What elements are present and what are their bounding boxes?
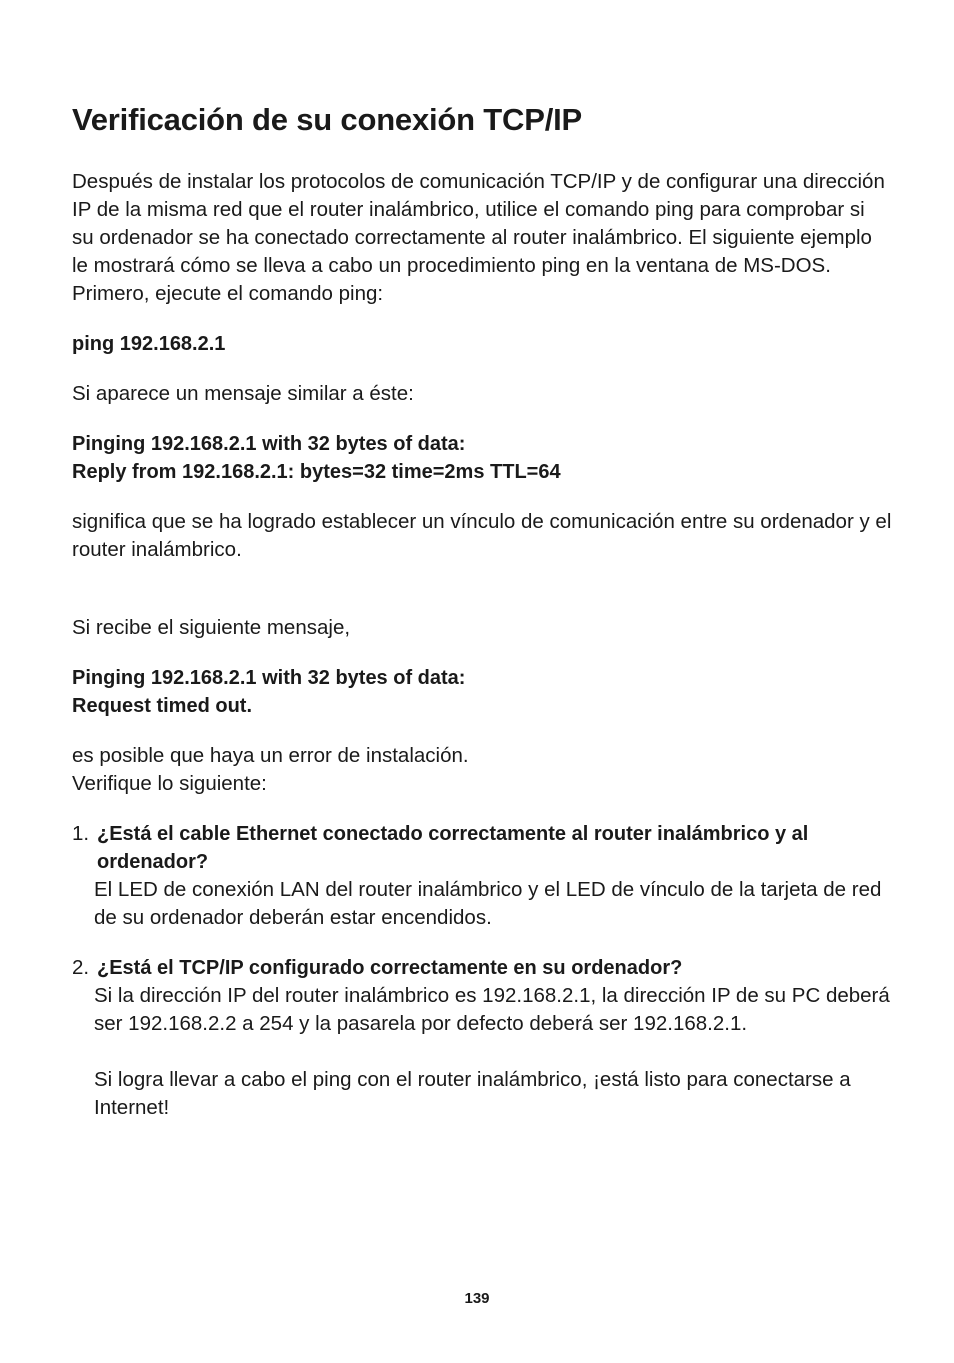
closing-text: Si logra llevar a cabo el ping con el router inalámbrico, ¡está listo para conectarse a Internet! — [94, 1068, 851, 1119]
failure-output — [72, 664, 892, 720]
failure-meaning-line: Verifique lo siguiente: — [72, 772, 267, 795]
page-number: 139 — [464, 1290, 490, 1307]
failure-meaning-line: es posible que haya un error de instalación. — [72, 744, 469, 767]
check-answer: Si la dirección IP del router inalámbrico es 192.168.2.1, la dirección IP de su PC deberá ser 192.168.2.2 a 254 y la pasarela por defecto deberá ser 192.168.2.1. — [94, 984, 890, 1035]
check-number: 2. — [72, 956, 90, 979]
document-page — [72, 100, 892, 1122]
ping-command: ping 192.168.2.1 — [72, 333, 226, 355]
intro-paragraph: Después de instalar los protocolos de comunicación TCP/IP y de configurar una dirección IP de la misma red que el router inalámbrico, utilice el comando ping para comprobar si su ordenador se ha conectado correctamente al router inalámbrico. El siguiente ejemplo le mostrará cómo se lleva a cabo un procedimiento ping en la ventana de MS-DOS. Primero, ejecute el comando ping: — [72, 170, 885, 305]
check-item-1 — [72, 820, 892, 932]
success-output-line: Pinging 192.168.2.1 with 32 bytes of data: — [72, 433, 466, 455]
success-output — [72, 430, 892, 486]
check-answer: El LED de conexión LAN del router inalámbrico y el LED de vínculo de la tarjeta de red de su ordenador deberán estar encendidos. — [94, 878, 882, 929]
success-meaning-text: significa que se ha logrado establecer un vínculo de comunicación entre su ordenador y el router inalámbrico. — [72, 510, 892, 561]
check-item-2 — [72, 954, 892, 1038]
check-number: 1. — [72, 822, 90, 845]
page-title: Verificación de su conexión TCP/IP — [72, 102, 583, 137]
check-question: ¿Está el TCP/IP configurado correctamente en su ordenador? — [97, 957, 683, 979]
if-message-similar-text: Si aparece un mensaje similar a éste: — [72, 382, 414, 405]
check-question: ¿Está el cable Ethernet conectado correctamente al router inalámbrico y al ordenador? — [97, 823, 809, 873]
if-receive-text: Si recibe el siguiente mensaje, — [72, 616, 351, 639]
failure-output-line: Request timed out. — [72, 695, 253, 717]
failure-output-line: Pinging 192.168.2.1 with 32 bytes of data: — [72, 667, 466, 689]
failure-meaning-text — [72, 742, 892, 798]
success-output-line: Reply from 192.168.2.1: bytes=32 time=2ms TTL=64 — [72, 461, 561, 483]
